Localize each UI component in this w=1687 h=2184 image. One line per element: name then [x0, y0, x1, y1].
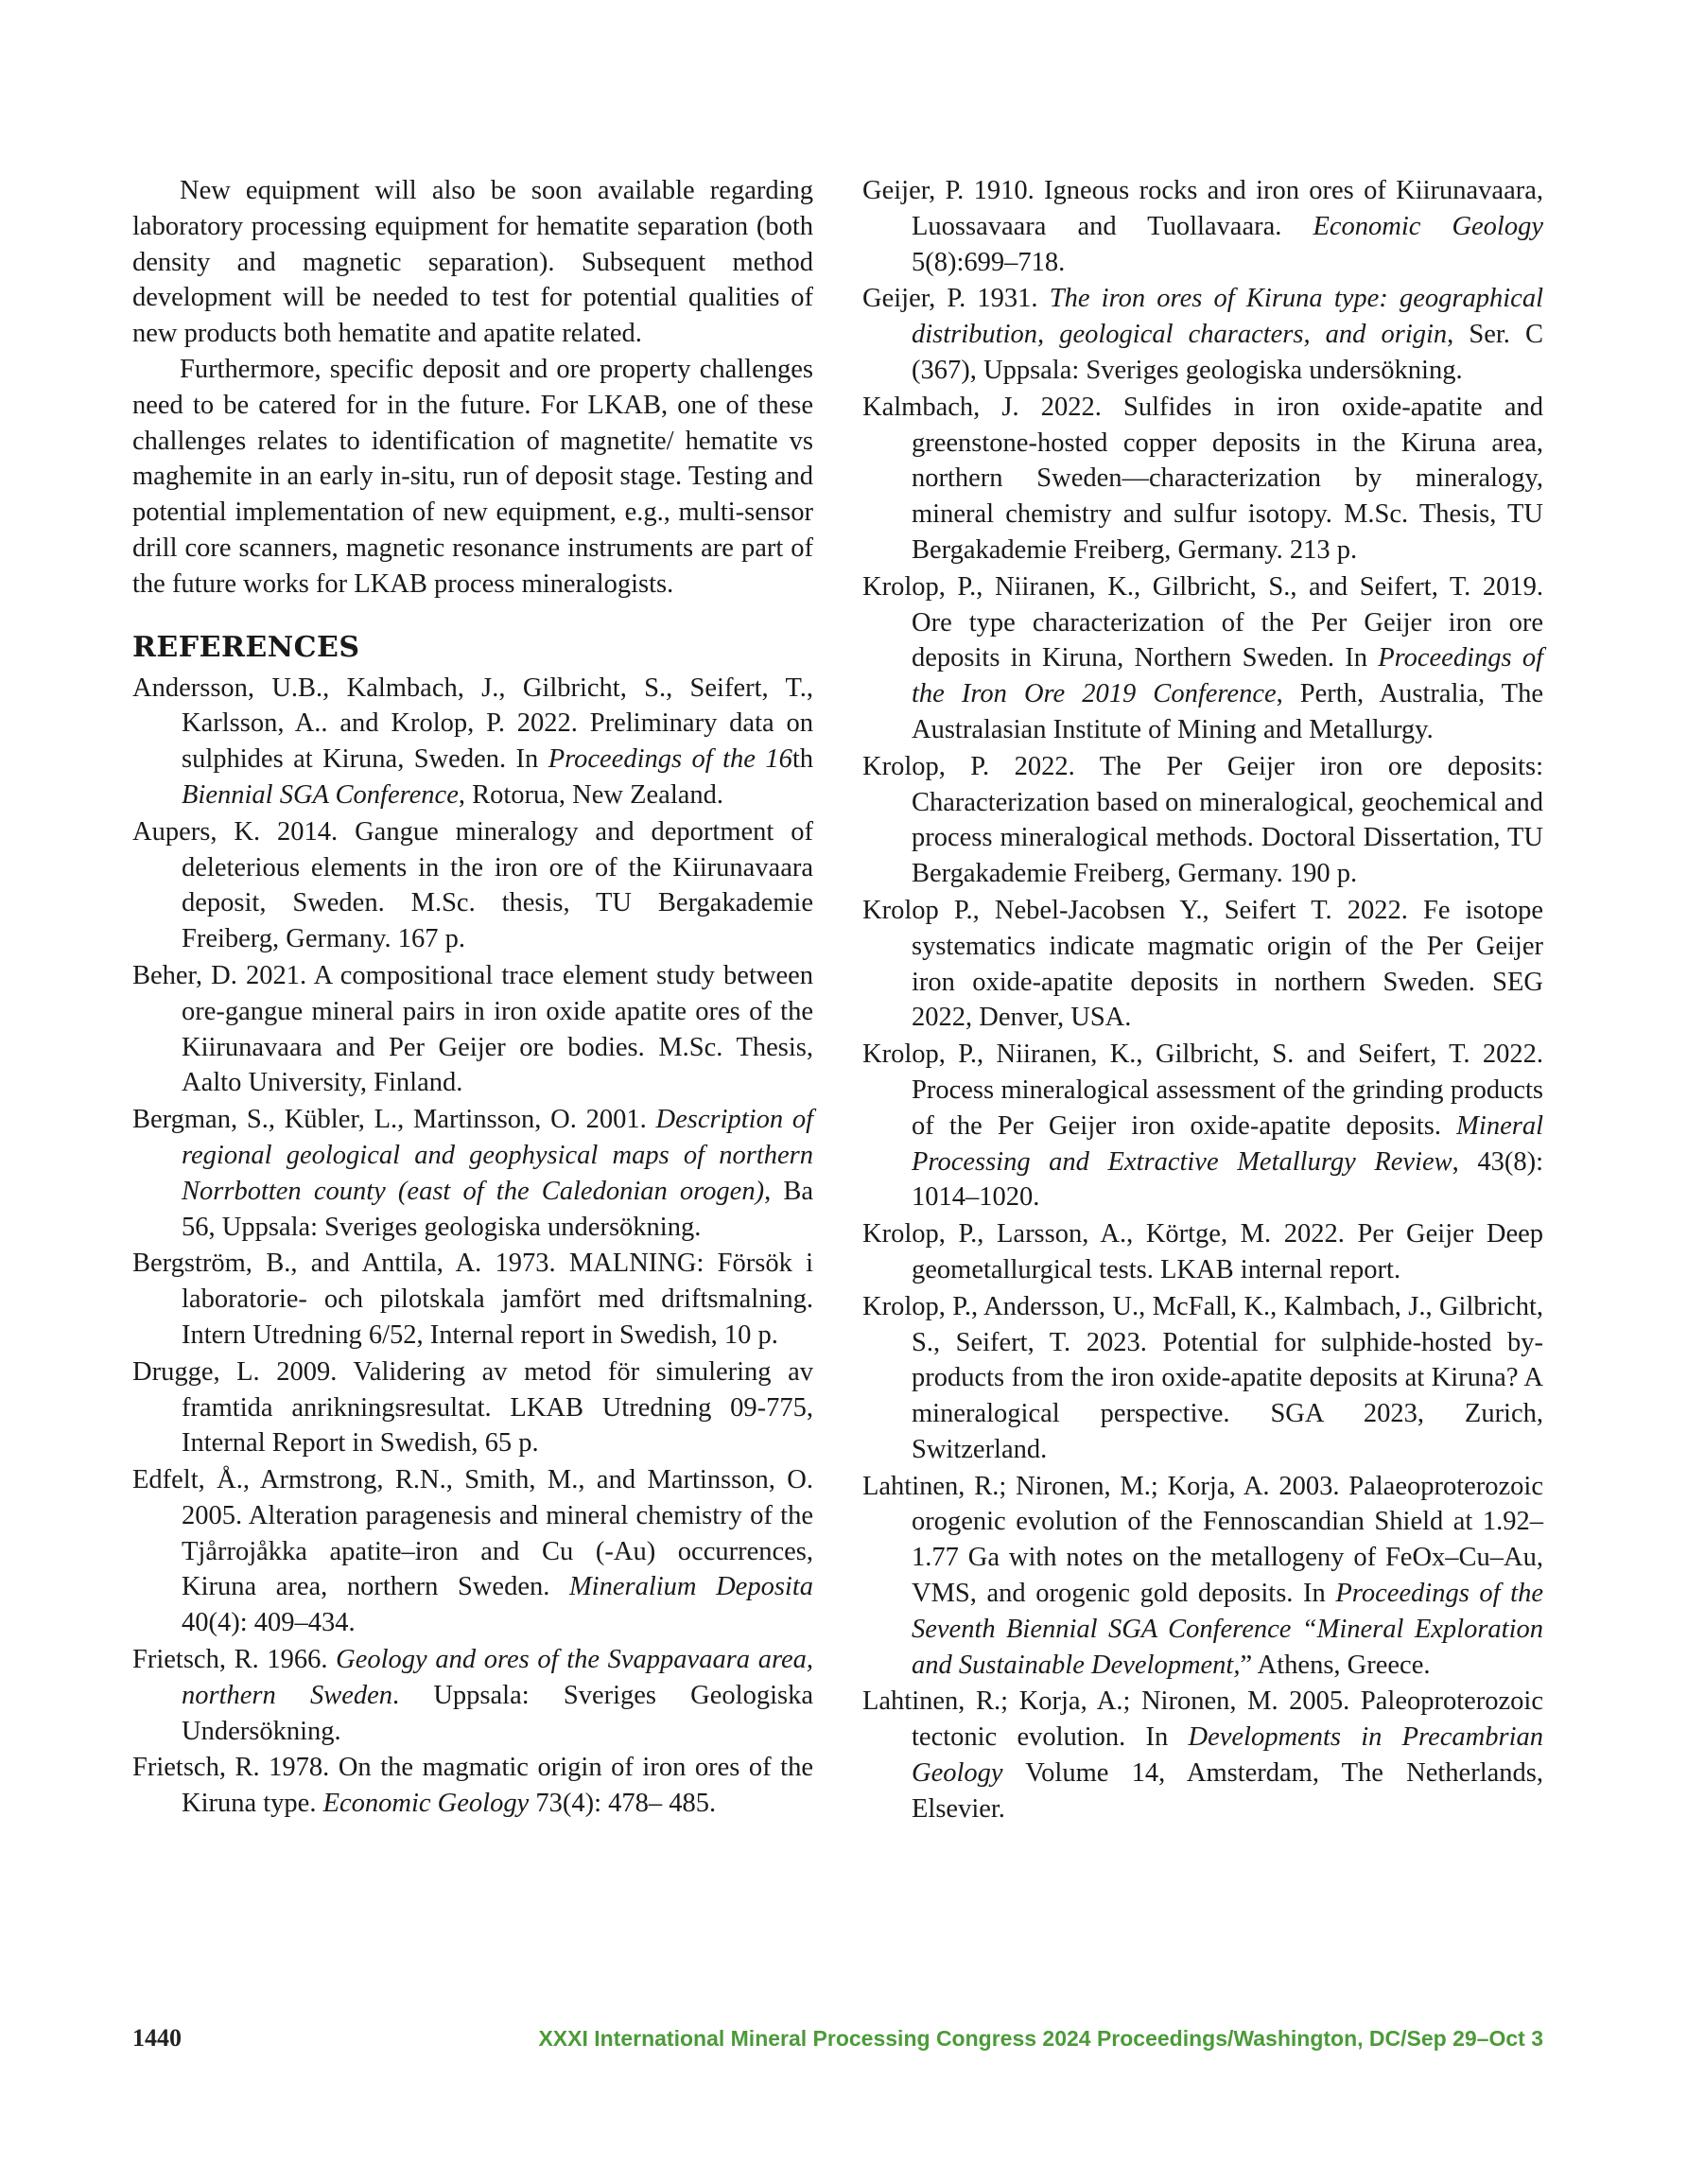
right-column	[862, 173, 1543, 1828]
reference-entry	[132, 1354, 813, 1461]
reference-text: Bergström, B., and Anttila, A. 1973. MALNING: Försök i laboratorie- och pilotskala jamfört med driftsmalning. Intern Utredning 6/52, Internal report in Swedish, 10 p.	[132, 1249, 813, 1350]
reference-text: Drugge, L. 2009. Validering av metod för simulering av framtida anrikningsresultat. LKAB Utredning 09-775, Internal Report in Swedish, 65 p.	[132, 1356, 813, 1459]
reference-text: Lahtinen, R.; Nironen, M.; Korja, A. 2003. Palaeoproterozoic orogenic evolution of the Fennoscandian Shield at 1.92–1.77 Ga with notes on the metallogeny of FeOx–Cu–Au, VMS, and orogenic gold deposits. In	[862, 1471, 1543, 1609]
reference-entry	[132, 1246, 813, 1353]
reference-italic-text: The iron ores of Kiruna type: geographical distribution, geological characters, and origin	[912, 284, 1543, 350]
reference-text: Krolop, P., Niiranen, K., Gilbricht, S., and Seifert, T. 2019. Ore type characterization of the Per Geijer iron ore deposits in Kiruna, Northern Sweden. In	[862, 571, 1543, 673]
reference-italic-text: Mineral Processing and Extractive Metallurgy Review	[912, 1110, 1543, 1177]
reference-entry	[862, 1469, 1543, 1684]
reference-entry	[862, 1289, 1543, 1468]
reference-text: Krolop P., Nebel-Jacobsen Y., Seifert T. 2022. Fe isotope systematics indicate magmatic origin of the Per Geijer iron oxide-apatite deposits in northern Sweden. SEG 2022, Denver, USA.	[862, 895, 1543, 1033]
reference-text: Lahtinen, R.; Korja, A.; Nironen, M. 2005. Paleoproterozoic tectonic evolution. In	[862, 1686, 1543, 1753]
reference-text: 73(4): 478– 485.	[529, 1789, 717, 1819]
reference-entry	[862, 1037, 1543, 1215]
reference-entry	[862, 893, 1543, 1036]
reference-entry	[132, 814, 813, 957]
reference-text: Krolop, P., Larsson, A., Körtge, M. 2022. Per Geijer Deep geometallurgical tests. LKAB internal report.	[862, 1219, 1543, 1284]
reference-text: Krolop, P., Andersson, U., McFall, K., Kalmbach, J., Gilbricht, S., Seifert, T. 2023. Potential for sulphide-hosted by-products from the iron oxide-apatite deposits at Kiruna? A mineralogical perspective. SGA 2023, Zurich, Switzerland.	[862, 1291, 1543, 1464]
reference-text: Frietsch, R. 1966.	[132, 1645, 337, 1675]
reference-entry	[862, 281, 1543, 388]
reference-text: , Ser. C (367), Uppsala: Sveriges geologiska undersökning.	[912, 320, 1543, 385]
reference-italic-text: Economic Geology	[1313, 211, 1543, 241]
reference-italic-text: Developments in Precambrian Geology	[912, 1722, 1543, 1789]
body-paragraph: Furthermore, specific deposit and ore property challenges need to be catered for in the future. For LKAB, one of these challenges relates to identification of magnetite/ hematite vs maghemite in an early in-situ, run of deposit stage. Testing and potential implementation of new equipment, e.g., multi-sensor drill core scanners, magnetic resonance instruments are part of the future works for LKAB process mineralogists.	[132, 354, 813, 599]
reference-italic-text: Proceedings of the Iron Ore 2019 Conference	[912, 643, 1543, 709]
reference-text: th	[791, 744, 813, 775]
reference-text: . Uppsala: Sveriges Geologiska Undersökning.	[182, 1680, 813, 1746]
reference-italic-text: Proceedings of the Seventh Biennial SGA Conference “Mineral Exploration and Sustainable Development,	[912, 1579, 1543, 1680]
reference-text: Edfelt, Å., Armstrong, R.N., Smith, M., and Martinsson, O. 2005. Alteration paragenesis and mineral chemistry of the Tjårrojåkka apatite–iron and Cu (-Au) occurrences, Kiruna area, northern Sweden.	[132, 1465, 813, 1602]
reference-text: 5(8):699–718.	[912, 247, 1066, 277]
reference-italic-text: Economic Geology	[322, 1789, 530, 1819]
reference-text: , Rotorua, New Zealand.	[458, 779, 724, 810]
reference-text: , Ba 56, Uppsala: Sveriges geologiska undersökning.	[182, 1176, 813, 1242]
reference-italic-text: Proceedings of the 16	[548, 744, 792, 775]
reference-entry	[862, 569, 1543, 748]
reference-text: ” Athens, Greece.	[1240, 1650, 1431, 1680]
left-column	[132, 173, 813, 1823]
reference-entry	[132, 1462, 813, 1641]
reference-text: Kalmbach, J. 2022. Sulfides in iron oxide-apatite and greenstone-hosted copper deposits in the Kiruna area, northern Sweden—characterization by mineralogy, mineral chemistry and sulfur isotopy. M.Sc. Thesis, TU Bergakademie Freiberg, Germany. 213 p.	[862, 392, 1543, 565]
reference-text: , Perth, Australia, The Australasian Institute of Mining and Metallurgy.	[912, 679, 1543, 744]
reference-text: Bergman, S., Kübler, L., Martinsson, O. 2001.	[132, 1105, 656, 1135]
reference-text: Geijer, P. 1910. Igneous rocks and iron ores of Kiirunavaara, Luossavaara and Tuollavaara.	[862, 176, 1543, 241]
reference-list-left	[132, 671, 813, 1823]
reference-entry	[132, 958, 813, 1101]
reference-italic-text: Mineralium Deposita	[568, 1572, 813, 1602]
reference-entry	[132, 1642, 813, 1749]
reference-text: Krolop, P. 2022. The Per Geijer iron ore deposits: Characterization based on mineralogical, geochemical and process mineralogical methods. Doctoral Dissertation, TU Bergakademie Freiberg, Germany. 190 p.	[862, 751, 1543, 889]
reference-text: Geijer, P. 1931.	[862, 284, 1050, 314]
reference-entry	[862, 1216, 1543, 1288]
reference-list-right	[862, 173, 1543, 1827]
reference-entry	[862, 390, 1543, 568]
reference-text: 40(4): 409–434.	[182, 1608, 356, 1638]
body-paragraph: New equipment will also be soon available regarding laboratory processing equipment for hematite separation (both density and magnetic separation). Subsequent method development will be needed to test for potential qualities of new products both hematite and apatite related.	[132, 176, 813, 349]
reference-text: Andersson, U.B., Kalmbach, J., Gilbricht, S., Seifert, T., Karlsson, A.. and Krolop, P. 2022. Preliminary data on sulphides at Kiruna, Sweden. In	[132, 673, 813, 775]
reference-italic-text: Description of regional geological and geophysical maps of northern Norrbotten county (east of the Caledonian orogen)	[182, 1105, 813, 1206]
reference-text: Frietsch, R. 1978. On the magmatic origin of iron ores of the Kiruna type.	[132, 1753, 813, 1819]
reference-italic-text: Biennial SGA Conference	[182, 779, 459, 810]
reference-entry	[862, 173, 1543, 280]
reference-italic-text: Geology and ores of the Svappavaara area, northern Sweden	[182, 1645, 814, 1710]
reference-entry	[132, 1102, 813, 1245]
page-number: 1440	[132, 2024, 182, 2052]
references-heading: REFERENCES	[132, 630, 360, 664]
reference-text: Aupers, K. 2014. Gangue mineralogy and deportment of deleterious elements in the iron ore of the Kiirunavaara deposit, Sweden. M.Sc. thesis, TU Bergakademie Freiberg, Germany. 167 p.	[132, 816, 813, 954]
reference-text: Krolop, P., Niiranen, K., Gilbricht, S. and Seifert, T. 2022. Process mineralogical assessment of the grinding products of the Per Geijer iron oxide-apatite deposits.	[862, 1040, 1543, 1141]
reference-entry	[132, 1750, 813, 1822]
reference-entry	[862, 749, 1543, 892]
reference-entry	[132, 671, 813, 813]
reference-text: Beher, D. 2021. A compositional trace element study between ore-gangue mineral pairs in iron oxide apatite ores of the Kiirunavaara and Per Geijer ore bodies. M.Sc. Thesis, Aalto University, Finland.	[132, 960, 813, 1098]
conference-venue: XXXI International Mineral Processing Congress 2024 Proceedings/Washington, DC/Sep 29–Oct 3	[538, 2026, 1543, 2051]
reference-text: , 43(8): 1014–1020.	[912, 1146, 1543, 1213]
reference-text: Volume 14, Amsterdam, The Netherlands, Elsevier.	[912, 1758, 1543, 1824]
reference-entry	[862, 1684, 1543, 1826]
